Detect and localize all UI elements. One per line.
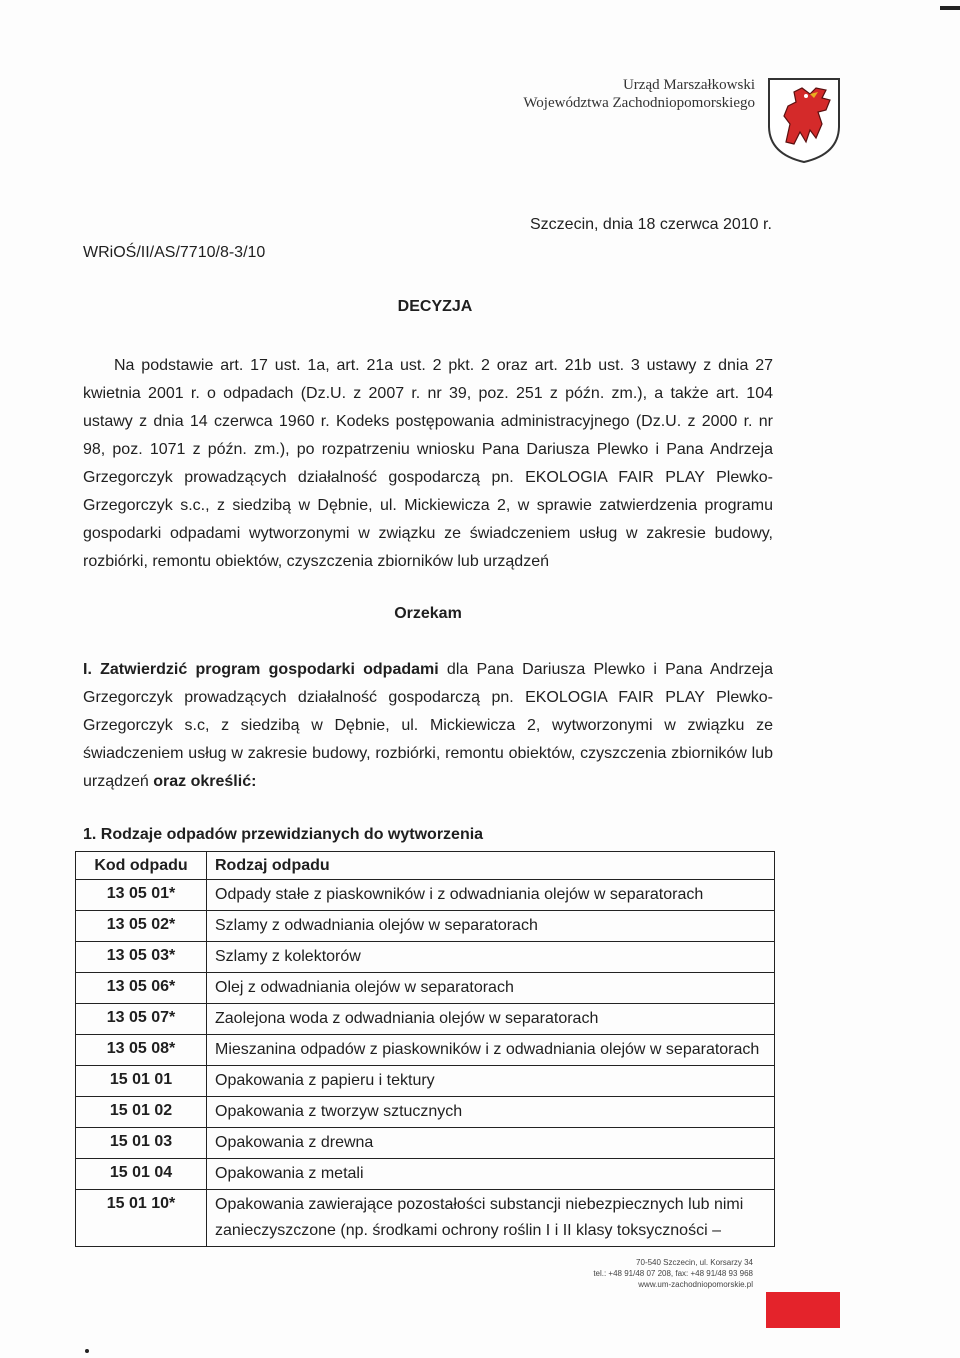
ruling-paragraph: [83, 656, 773, 796]
table-row: [76, 1128, 775, 1159]
waste-code: 15 01 01: [76, 1066, 207, 1097]
waste-description: Opakowania zawierające pozostałości substancji niebezpiecznych lub nimi zanieczyszczone (np. środkami ochrony roślin I i II klasy toksyczności –: [207, 1190, 775, 1247]
office-name: [523, 76, 755, 112]
table-row: [76, 1035, 775, 1066]
document-date: Szczecin, dnia 18 czerwca 2010 r.: [530, 216, 772, 233]
waste-code: 13 05 08*: [76, 1035, 207, 1066]
waste-description: Zaolejona woda z odwadniania olejów w separatorach: [207, 1004, 775, 1035]
table-row: [76, 1190, 775, 1247]
table-row: [76, 1097, 775, 1128]
scan-mark: [940, 6, 960, 10]
column-header-type: Rodzaj odpadu: [207, 852, 775, 880]
waste-description: Opakowania z tworzyw sztucznych: [207, 1097, 775, 1128]
waste-code: 13 05 07*: [76, 1004, 207, 1035]
ruling-bold-end: oraz określić:: [153, 773, 257, 790]
waste-code: 13 05 03*: [76, 942, 207, 973]
waste-description: Opakowania z papieru i tektury: [207, 1066, 775, 1097]
office-name-line2: Województwa Zachodniopomorskiego: [523, 95, 755, 111]
document-title: DECYZJA: [397, 298, 473, 315]
waste-code: 13 05 02*: [76, 911, 207, 942]
waste-code: 13 05 01*: [76, 880, 207, 911]
waste-table: [75, 851, 775, 1247]
waste-list-title: 1. Rodzaje odpadów przewidzianych do wytworzenia: [83, 826, 484, 843]
waste-description: Szlamy z odwadniania olejów w separatorach: [207, 911, 775, 942]
waste-code: 13 05 06*: [76, 973, 207, 1004]
ruling-bold-start: I. Zatwierdzić program gospodarki odpadami: [83, 661, 439, 678]
table-row: [76, 1159, 775, 1190]
table-row: [76, 942, 775, 973]
legal-basis-paragraph: Na podstawie art. 17 ust. 1a, art. 21a ust. 2 pkt. 2 oraz art. 21b ust. 3 ustawy z dnia 27 kwietnia 2001 r. o odpadach (Dz.U. z 2007 r. nr 39, poz. 251 z późn. zm.), a także art. 104 ustawy z dnia 14 czerwca 1960 r. Kodeks postępowania administracyjnego (Dz.U. z 2000 r. nr 98, poz. 1071 z późn. zm.), po rozpatrzeniu wniosku Pana Dariusza Plewko i Pana Andrzeja Grzegorczyk prowadzących działalność gospodarczą pn. EKOLOGIA FAIR PLAY Plewko-Grzegorczyk s.c., z siedzibą w Dębnie, ul. Mickiewicza 2, w sprawie zatwierdzenia programu gospodarki odpadami wytworzonymi w związku ze świadczeniem usług w zakresie budowy, rozbiórki, remontu obiektów, czyszczenia zbiorników lub urządzeń: [83, 357, 773, 570]
column-header-code: Kod odpadu: [76, 852, 207, 880]
waste-description: Opakowania z metali: [207, 1159, 775, 1190]
griffin-crest-icon: [766, 76, 842, 164]
footer-web-line: www.um-zachodniopomorskie.pl: [638, 1280, 753, 1289]
waste-description: Mieszanina odpadów z piaskowników i z odwadniania olejów w separatorach: [207, 1035, 775, 1066]
table-row: [76, 1066, 775, 1097]
office-name-line1: Urząd Marszałkowski: [622, 77, 755, 93]
reference-number: WRiOŚ/II/AS/7710/8-3/10: [83, 244, 266, 261]
scan-dot: [85, 1349, 89, 1353]
table-row: [76, 973, 775, 1004]
ruling-text: dla Pana Dariusza Plewko i Pana Andrzeja Grzegorczyk prowadzących działalność gospodarczą pn. EKOLOGIA FAIR PLAY Plewko-Grzegorczyk s.c, z siedzibą w Dębnie, ul. Mickiewicza 2, wytworzonymi w związku ze świadczeniem usług w zakresie budowy, rozbiórki, remontu obiektów, czyszczenia zbiorników lub urządzeń: [83, 661, 773, 790]
table-row: [76, 1004, 775, 1035]
waste-description: Olej z odwadniania olejów w separatorach: [207, 973, 775, 1004]
table-header-row: [76, 852, 775, 880]
waste-code: 15 01 02: [76, 1097, 207, 1128]
footer-contact: [593, 1257, 753, 1290]
waste-description: Odpady stałe z piaskowników i z odwadniania olejów w separatorach: [207, 880, 775, 911]
footer-address-line: 70-540 Szczecin, ul. Korsarzy 34: [636, 1258, 753, 1267]
brand-red-square: [766, 1292, 840, 1328]
waste-code: 15 01 04: [76, 1159, 207, 1190]
table-row: [76, 880, 775, 911]
footer-phone-line: tel.: +48 91/48 07 208, fax: +48 91/48 93 968: [593, 1269, 753, 1278]
waste-code: 15 01 10*: [76, 1190, 207, 1247]
table-row: [76, 911, 775, 942]
waste-description: Szlamy z kolektorów: [207, 942, 775, 973]
waste-description: Opakowania z drewna: [207, 1128, 775, 1159]
ruling-heading: Orzekam: [394, 605, 462, 622]
waste-code: 15 01 03: [76, 1128, 207, 1159]
